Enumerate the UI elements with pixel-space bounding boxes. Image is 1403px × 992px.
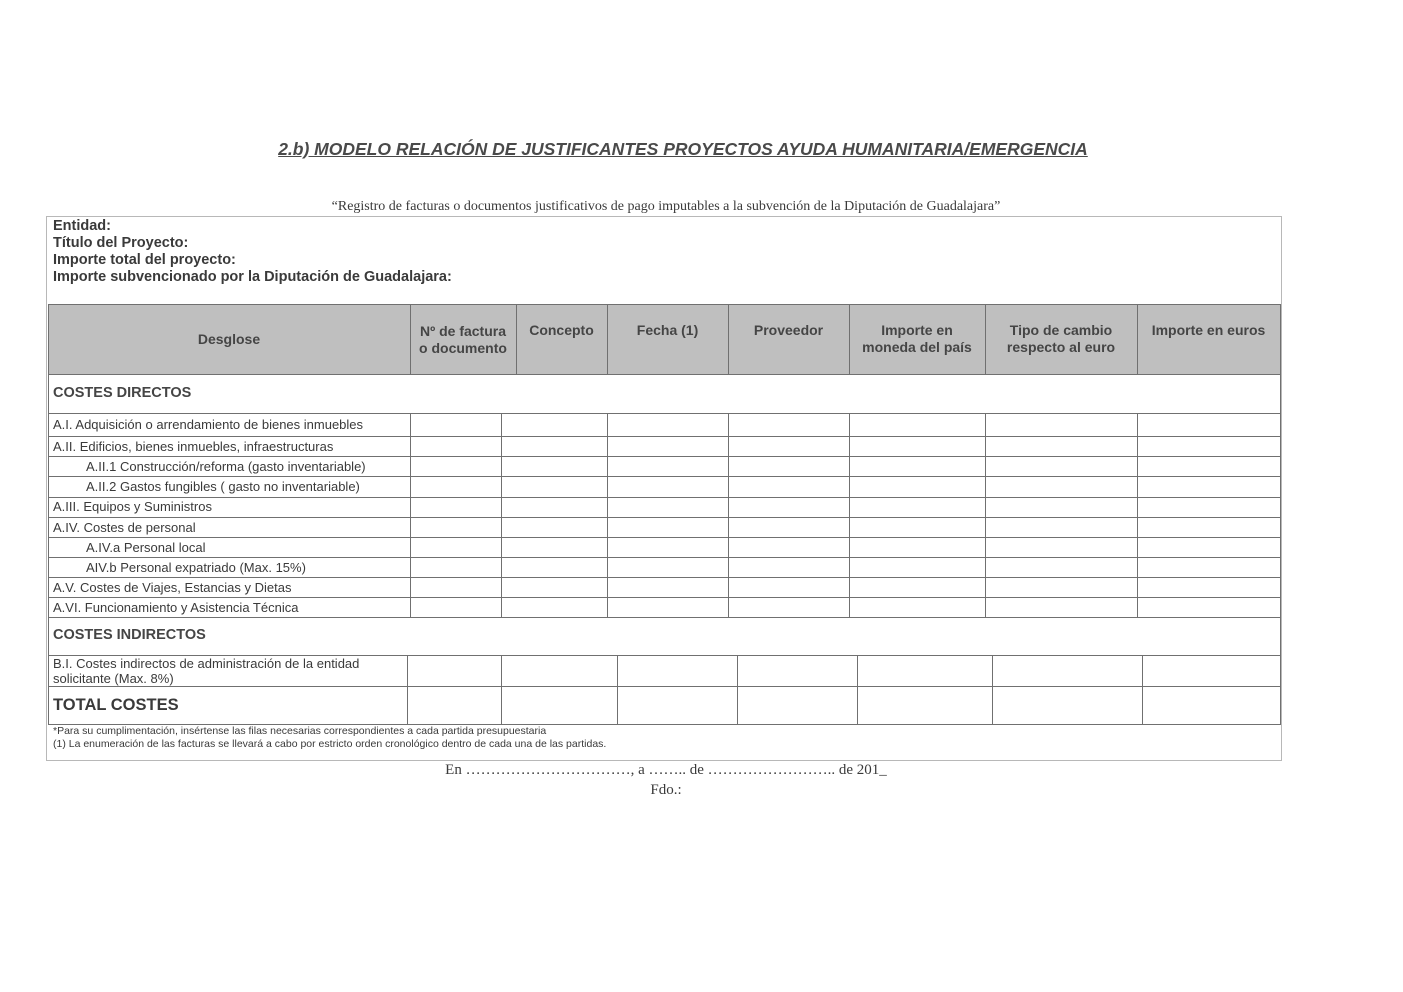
- row-a4-b: AIV.b Personal expatriado (Max. 15%): [86, 560, 306, 575]
- row-a2-1: A.II.1 Construcción/reforma (gasto inventariable): [86, 459, 366, 474]
- row-b1-line2: solicitante (Max. 8%): [53, 671, 174, 686]
- row-a2: A.II. Edificios, bienes inmuebles, infraestructuras: [53, 439, 334, 454]
- footer-place-date: En ……………………………, a …….. de …………………….. de 201_: [445, 762, 887, 778]
- total-costes-label: TOTAL COSTES: [53, 696, 179, 714]
- row-a4-a: A.IV.a Personal local: [86, 540, 206, 555]
- header-desglose: Desglose: [197, 331, 261, 347]
- note-filas: *Para su cumplimentación, insértense las filas necesarias correspondientes a cada partida presupuestaria: [53, 725, 547, 737]
- section-costes-indirectos: COSTES INDIRECTOS: [53, 627, 206, 643]
- grid-line: [728, 304, 729, 374]
- grid-line: [985, 413, 986, 618]
- grid-line: [48, 476, 1280, 477]
- grid-line: [501, 413, 502, 618]
- row-a1: A.I. Adquisición o arrendamiento de bienes inmuebles: [53, 417, 364, 432]
- grid-line: [607, 413, 608, 618]
- entidad-label: Entidad:: [53, 218, 111, 234]
- grid-line: [985, 304, 986, 374]
- grid-line: [48, 497, 1280, 498]
- grid-line: [48, 517, 1280, 518]
- header-importe-moneda: Importe en moneda del país: [862, 322, 972, 355]
- grid-line: [48, 577, 1280, 578]
- header-tipo-cambio: Tipo de cambio respecto al euro: [1006, 322, 1116, 355]
- grid-line: [607, 304, 608, 374]
- grid-line: [48, 537, 1280, 538]
- grid-line: [48, 413, 1280, 414]
- note-enumeracion: (1) La enumeración de las facturas se llevará a cabo por estricto orden cronológico dentro de cada una de las partidas.: [53, 738, 607, 750]
- row-a3: A.III. Equipos y Suministros: [53, 499, 212, 514]
- grid-line: [48, 557, 1280, 558]
- header-concepto: Concepto: [529, 322, 594, 338]
- grid-line: [48, 597, 1280, 598]
- document-title: 2.b) MODELO RELACIÓN DE JUSTIFICANTES PROYECTOS AYUDA HUMANITARIA/EMERGENCIA: [278, 139, 1088, 159]
- importe-subvencionado-label: Importe subvencionado por la Diputación de Guadalajara:: [53, 269, 452, 285]
- grid-line: [1280, 304, 1281, 725]
- header-proveedor: Proveedor: [753, 322, 824, 338]
- document-subtitle: “Registro de facturas o documentos justificativos de pago imputables a la subvención de la Diputación de Guadalajara”: [331, 199, 1001, 214]
- grid-line: [849, 413, 850, 618]
- grid-line: [48, 304, 1280, 305]
- row-a6: A.VI. Funcionamiento y Asistencia Técnica: [53, 600, 299, 615]
- header-factura: Nº de factura o documento: [419, 322, 507, 356]
- grid-line: [48, 374, 1280, 375]
- grid-line: [737, 655, 738, 725]
- grid-line: [1142, 655, 1143, 725]
- titulo-proyecto-label: Título del Proyecto:: [53, 235, 189, 251]
- row-a2-2: A.II.2 Gastos fungibles ( gasto no inventariable): [86, 479, 360, 494]
- footer-signature: Fdo.:: [650, 782, 682, 798]
- grid-line: [410, 304, 411, 374]
- section-costes-directos: COSTES DIRECTOS: [53, 385, 192, 401]
- header-importe-euros: Importe en euros: [1151, 322, 1266, 338]
- grid-line: [728, 413, 729, 618]
- grid-line: [48, 304, 49, 725]
- grid-line: [857, 655, 858, 725]
- grid-line: [1137, 413, 1138, 618]
- grid-line: [992, 655, 993, 725]
- header-fecha: Fecha (1): [636, 322, 699, 338]
- grid-line: [516, 304, 517, 374]
- grid-line: [1137, 304, 1138, 374]
- grid-line: [48, 456, 1280, 457]
- grid-line: [501, 655, 502, 725]
- grid-line: [407, 655, 408, 725]
- grid-line: [849, 304, 850, 374]
- row-a5: A.V. Costes de Viajes, Estancias y Dietas: [53, 580, 292, 595]
- grid-line: [48, 436, 1280, 437]
- grid-line: [48, 617, 1280, 618]
- row-b1-line1: B.I. Costes indirectos de administración de la entidad: [53, 656, 360, 671]
- grid-line: [617, 655, 618, 725]
- grid-line: [48, 686, 1280, 687]
- importe-total-label: Importe total del proyecto:: [53, 252, 236, 268]
- grid-line: [410, 413, 411, 618]
- row-a4: A.IV. Costes de personal: [53, 520, 196, 535]
